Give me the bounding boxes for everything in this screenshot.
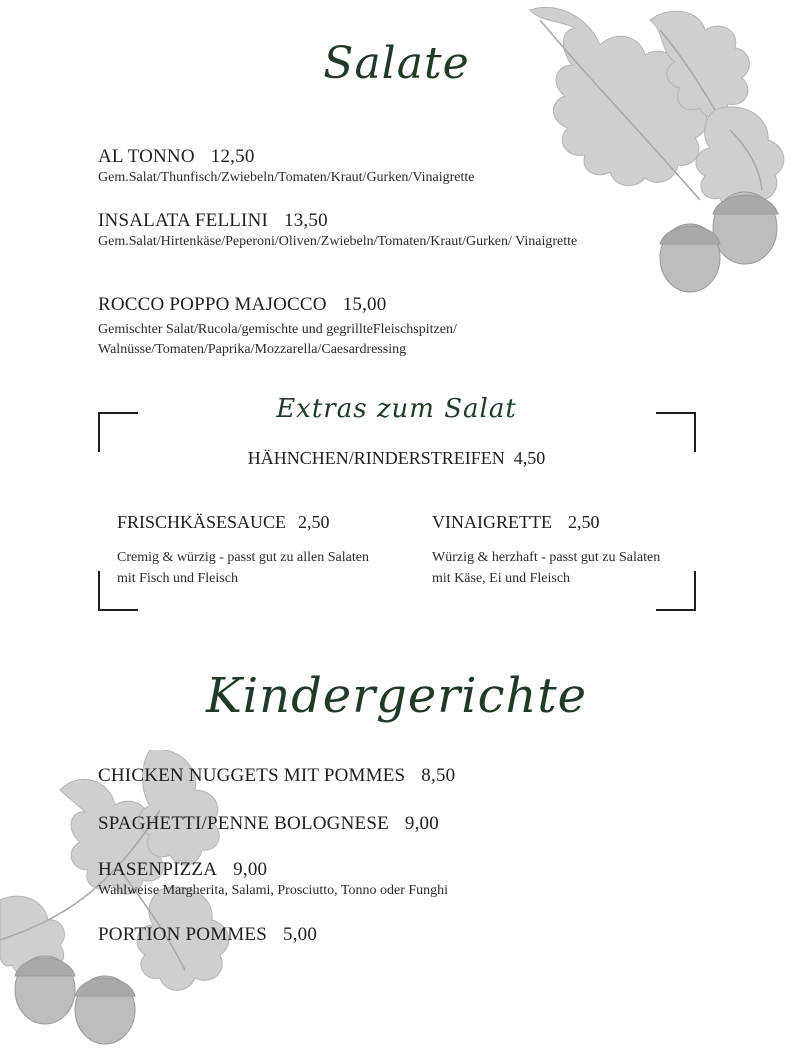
item-description: Würzig & herzhaft - passt gut zu Salaten mit Käse, Ei und Fleisch [432, 550, 661, 586]
item-name: CHICKEN NUGGETS MIT POMMES [98, 765, 406, 786]
item-description: Gem.Salat/Hirtenkäse/Peperoni/Oliven/Zwiebeln/Tomaten/Kraut/Gurken/ Vinaigrette [98, 234, 578, 249]
item-name: SPAGHETTI/PENNE BOLOGNESE [98, 813, 389, 834]
section-title-extras: Extras zum Salat [276, 394, 517, 424]
section-title-salate: Salate [323, 38, 470, 89]
oak-leaf-branch-bottom-left-icon [0, 750, 290, 1054]
item-name: PORTION POMMES [98, 924, 267, 945]
menu-item-al-tonno [98, 146, 474, 188]
item-description: Cremig & würzig - passt gut zu allen Salaten mit Fisch und Fleisch [117, 550, 369, 586]
item-price: 9,00 [233, 859, 268, 880]
section-title-kindergerichte: Kindergerichte [205, 668, 588, 724]
menu-item-hasenpizza [98, 859, 448, 901]
item-price: 13,50 [284, 210, 328, 231]
item-description: Gemischter Salat/Rucola/gemischte und gegrillteFleischspitzen/ Walnüsse/Tomaten/Paprika/Mozzarella/Caesardressing [98, 322, 457, 357]
extra-main-item: HÄHNCHEN/RINDERSTREIFEN 4,50 [247, 448, 546, 468]
item-price: 15,00 [342, 294, 387, 315]
extra-item-frischkaesesauce [117, 512, 387, 589]
item-description: Gem.Salat/Thunfisch/Zwiebeln/Tomaten/Kraut/Gurken/Vinaigrette [98, 170, 475, 185]
item-price: 12,50 [210, 146, 255, 167]
extra-item-vinaigrette [432, 512, 672, 589]
item-price: 9,00 [404, 813, 439, 834]
menu-item-insalata-fellini [98, 210, 638, 252]
menu-item-portion-pommes [98, 924, 317, 946]
item-name: INSALATA FELLINI [98, 210, 269, 231]
item-name: VINAIGRETTE [432, 512, 552, 532]
item-name: FRISCHKÄSESAUCE [117, 512, 287, 532]
item-price: 2,50 [298, 512, 330, 532]
item-name: AL TONNO [98, 146, 195, 167]
menu-item-chicken-nuggets [98, 765, 455, 787]
item-name: ROCCO POPPO MAJOCCO [98, 294, 327, 315]
item-description: Wahlweise Margherita, Salami, Prosciutto, Tonno oder Funghi [98, 883, 449, 898]
item-price: 5,00 [283, 924, 318, 945]
item-price: 2,50 [567, 512, 600, 532]
item-price: 8,50 [421, 765, 456, 786]
menu-item-spaghetti-bolognese [98, 813, 439, 835]
menu-item-rocco-poppo-majocco [98, 294, 568, 360]
item-name: HASENPIZZA [98, 859, 218, 880]
